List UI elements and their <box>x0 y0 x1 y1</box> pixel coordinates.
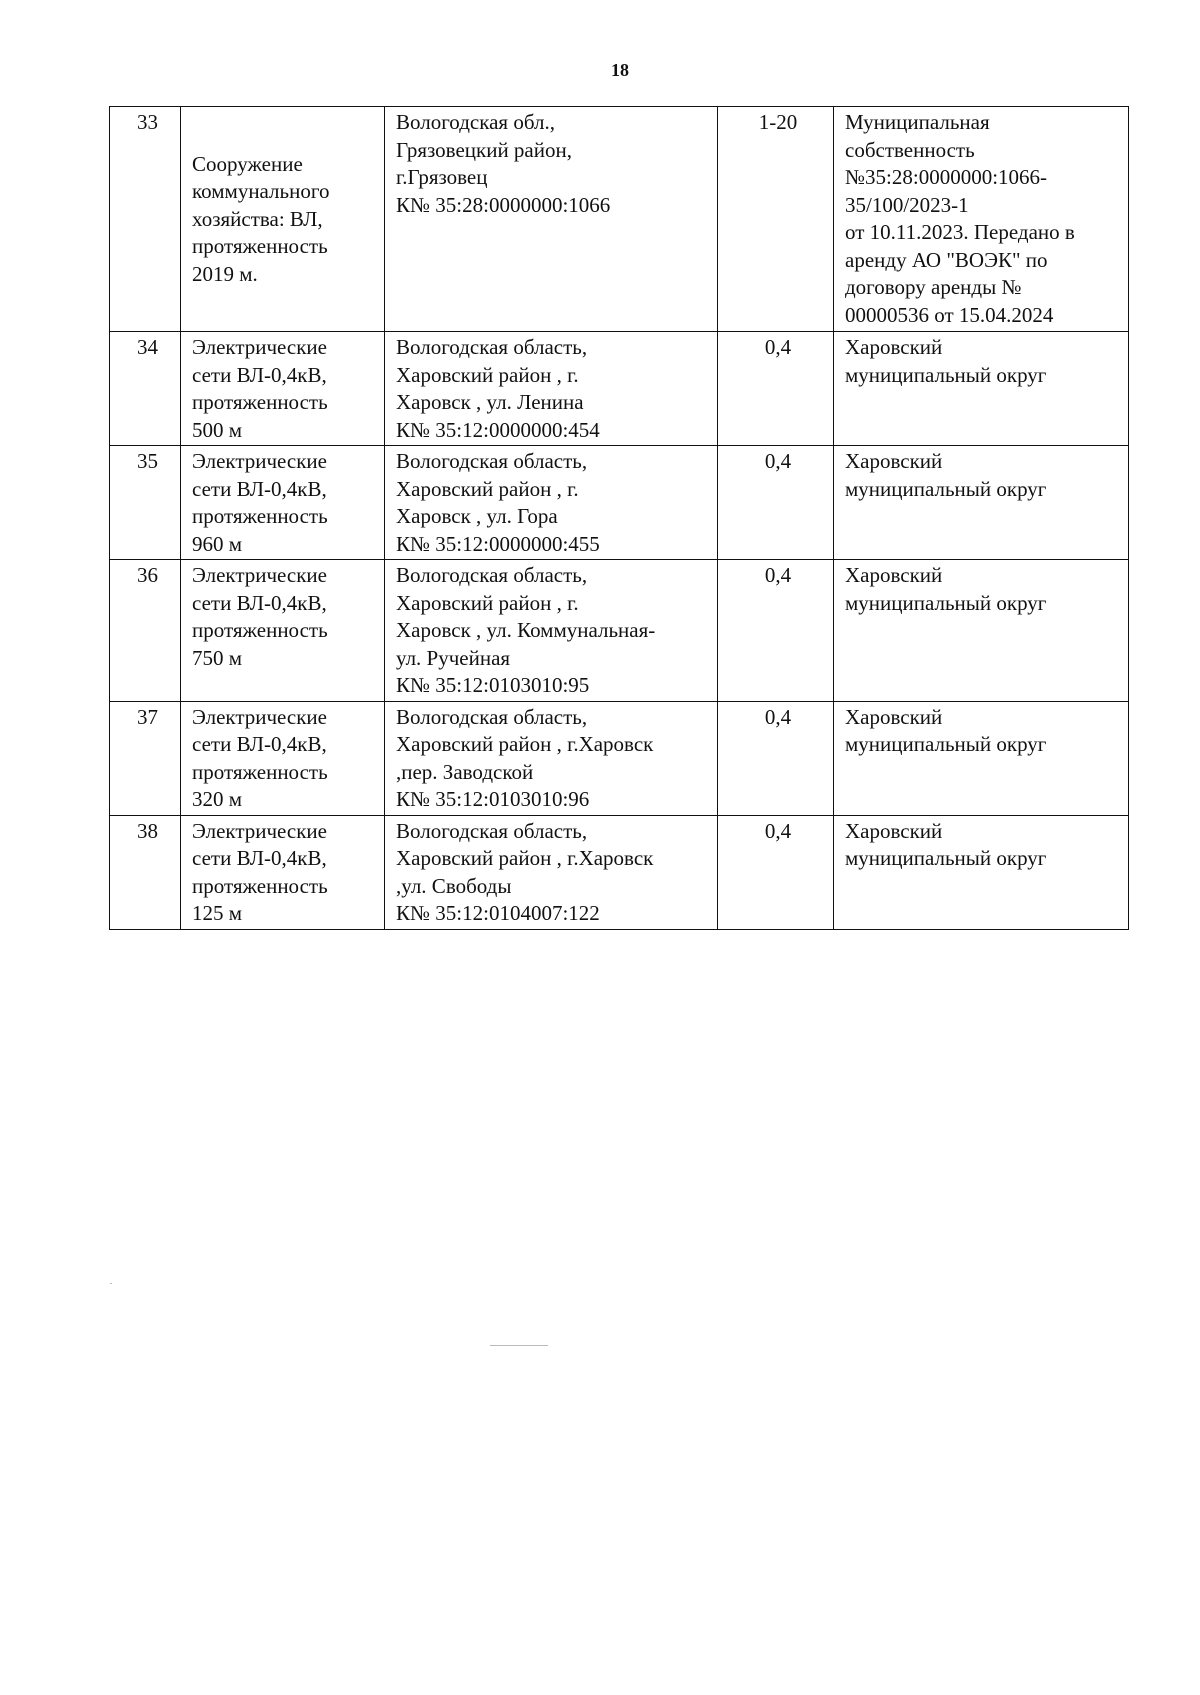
page-number: 18 <box>611 60 629 80</box>
table-row <box>110 446 1129 560</box>
object-value: 0,4 <box>718 332 834 446</box>
object-value: 1-20 <box>718 107 834 332</box>
object-name: Электрические сети ВЛ-0,4кВ, протяженность 500 м <box>181 332 385 446</box>
object-value: 0,4 <box>718 815 834 929</box>
object-value: 0,4 <box>718 446 834 560</box>
object-name: Сооружение коммунального хозяйства: ВЛ, протяженность 2019 м. <box>181 107 385 332</box>
object-address: Вологодская область, Харовский район , г. Харовск , ул. Гора К№ 35:12:0000000:455 <box>385 446 718 560</box>
table-row <box>110 815 1129 929</box>
row-number: 37 <box>110 701 181 815</box>
owner-info: Муниципальная собственность №35:28:0000000:1066- 35/100/2023-1 от 10.11.2023. Передано в аренду АО "ВОЭК" по договору аренды № 00000536 от 15.04.2024 <box>834 107 1129 332</box>
registry-table <box>109 106 1129 930</box>
owner-info: Харовский муниципальный округ <box>834 332 1129 446</box>
row-number: 35 <box>110 446 181 560</box>
table-row <box>110 701 1129 815</box>
object-name: Электрические сети ВЛ-0,4кВ, протяженность 320 м <box>181 701 385 815</box>
row-number: 33 <box>110 107 181 332</box>
scan-speck <box>110 1283 112 1284</box>
row-number: 38 <box>110 815 181 929</box>
object-address: Вологодская область, Харовский район , г. Харовск , ул. Коммунальная- ул. Ручейная К№ 35:12:0103010:95 <box>385 560 718 702</box>
owner-info: Харовский муниципальный округ <box>834 701 1129 815</box>
row-number: 34 <box>110 332 181 446</box>
object-value: 0,4 <box>718 560 834 702</box>
object-address: Вологодская область, Харовский район , г.Харовск ,пер. Заводской К№ 35:12:0103010:96 <box>385 701 718 815</box>
object-name: Электрические сети ВЛ-0,4кВ, протяженность 125 м <box>181 815 385 929</box>
scan-speck <box>490 1345 548 1346</box>
owner-info: Харовский муниципальный округ <box>834 815 1129 929</box>
object-address: Вологодская обл., Грязовецкий район, г.Грязовец К№ 35:28:0000000:1066 <box>385 107 718 332</box>
table-row <box>110 107 1129 332</box>
table-row <box>110 560 1129 702</box>
object-address: Вологодская область, Харовский район , г.Харовск ,ул. Свободы К№ 35:12:0104007:122 <box>385 815 718 929</box>
table-row <box>110 332 1129 446</box>
object-address: Вологодская область, Харовский район , г. Харовск , ул. Ленина К№ 35:12:0000000:454 <box>385 332 718 446</box>
owner-info: Харовский муниципальный округ <box>834 446 1129 560</box>
object-value: 0,4 <box>718 701 834 815</box>
object-name: Электрические сети ВЛ-0,4кВ, протяженность 750 м <box>181 560 385 702</box>
object-name: Электрические сети ВЛ-0,4кВ, протяженность 960 м <box>181 446 385 560</box>
row-number: 36 <box>110 560 181 702</box>
owner-info: Харовский муниципальный округ <box>834 560 1129 702</box>
